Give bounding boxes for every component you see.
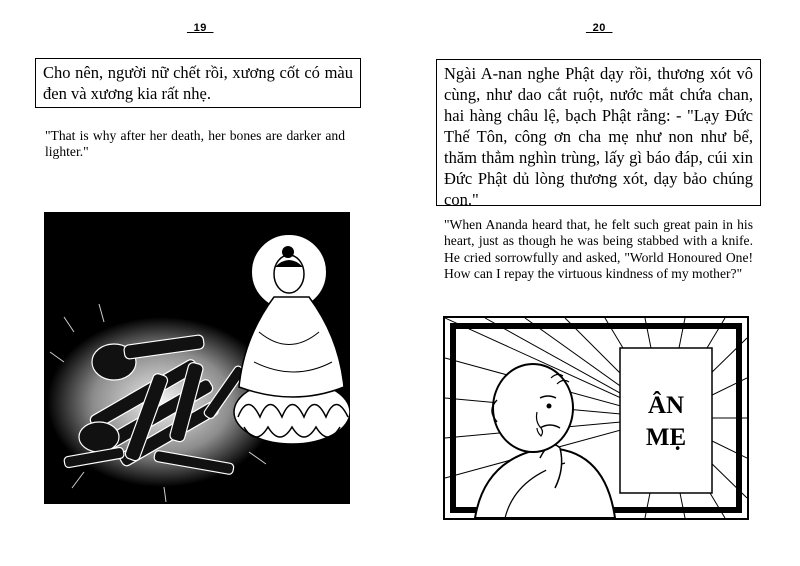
left-page-number: _19_ <box>187 22 214 34</box>
skeleton-buddha-illustration <box>44 212 350 504</box>
buddha-figure <box>239 297 344 397</box>
sign-line-1: ÂN <box>647 392 685 419</box>
right-vietnamese-text: Ngài A-nan nghe Phật dạy rồi, thương xót vô cùng, như dao cắt ruột, nước mắt chứa chan, hai hàng châu lệ, bạch Phật rằng: - "Lạy Đức Thế Tôn, công ơn cha mẹ như non như bể, thăm thẳm nghìn trùng, lấy gì báo đáp, cúi xin Đức Phật dủ lòng thương xót, dạy bảo chúng con." <box>444 64 753 209</box>
right-english-caption: "When Ananda heard that, he felt such great pain in his heart, just as though he was being stabbed with a knife. He cried sorrowfully and asked, "World Honoured One! How can I repay the virtuous kindness of my mother?" <box>444 217 753 282</box>
an-me-sign <box>622 390 710 454</box>
right-vietnamese-caption <box>436 59 761 209</box>
left-vietnamese-caption <box>35 58 361 108</box>
monk-head <box>493 364 573 452</box>
right-page-number: _20_ <box>586 22 613 34</box>
left-english-caption: "That is why after her death, her bones are darker and lighter." <box>45 128 345 160</box>
ananda-illustration <box>443 316 749 520</box>
sign-line-2: MẸ <box>645 424 687 451</box>
left-vietnamese-text: Cho nên, người nữ chết rồi, xương cốt có màu đen và xương kia rất nhẹ. <box>43 63 353 103</box>
